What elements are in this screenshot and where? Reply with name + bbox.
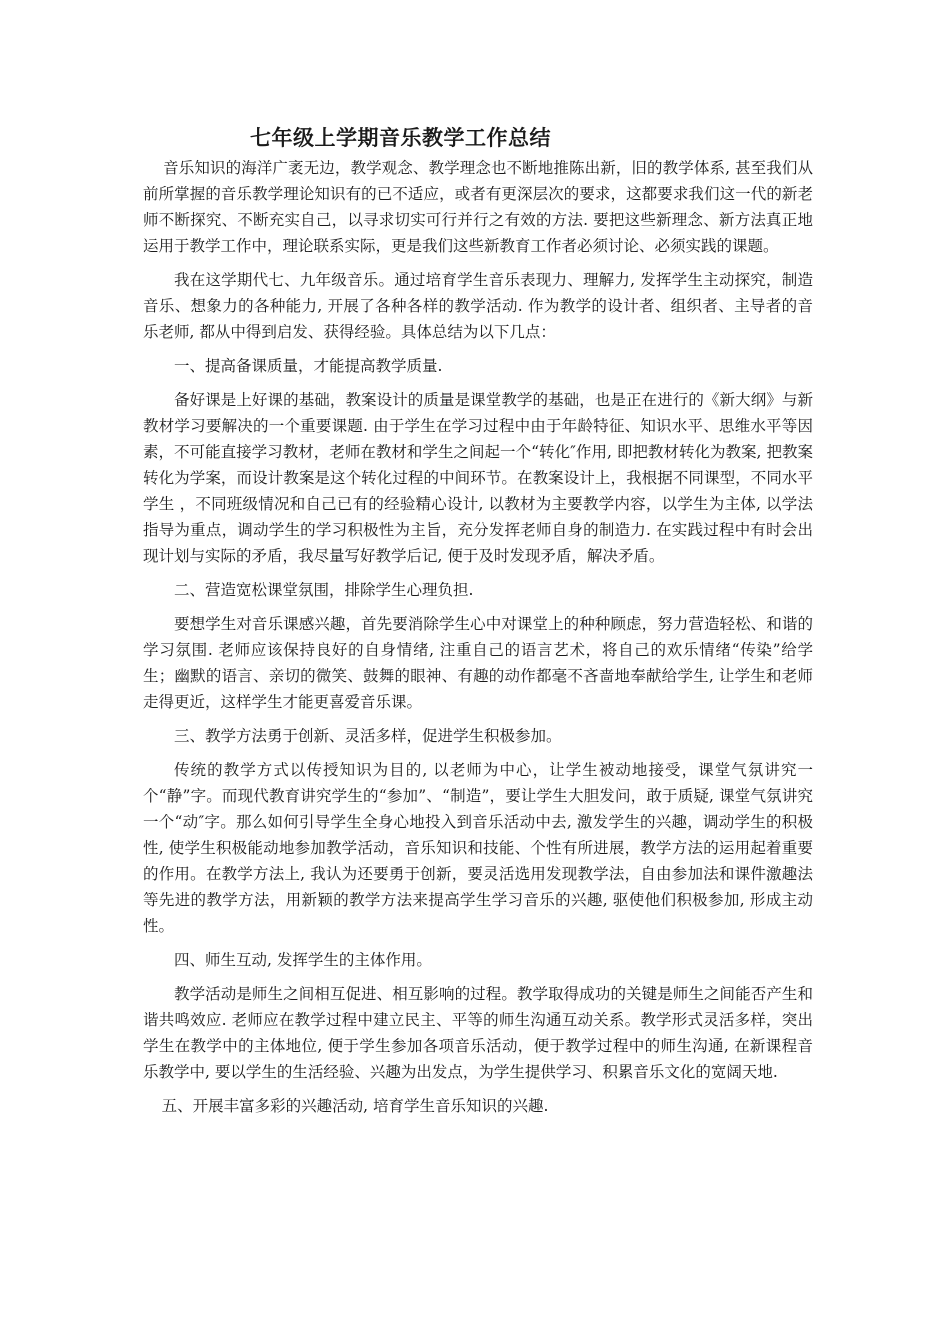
section-heading-2: 二、营造宽松课堂氛围，排除学生心理负担. (174, 581, 474, 599)
section-heading-3: 三、教学方法勇于创新、灵活多样，促进学生积极参加。 (174, 727, 562, 745)
overview-paragraph: 我在这学期代七、九年级音乐。通过培育学生音乐表现力、理解力, 发挥学生主动探究，制造音乐、想象力的各种能力, 开展了各种各样的教学活动. 作为教学的设计者、组织者、主导者的音乐老师, 都从中得到启发、获得经验。具体总结为以下几点： (143, 271, 813, 341)
section-heading-1: 一、提高备课质量，才能提高教学质量. (174, 357, 443, 375)
section-paragraph-2: 要想学生对音乐课感兴趣，首先要消除学生心中对课堂上的种种顾虑，努力营造轻松、和谐的学习氛围. 老师应该保持良好的自身情绪, 注重自己的语言艺术，将自己的欢乐情绪“传染”给学生；幽默的语言、亲切的微笑、鼓舞的眼神、有趣的动作都毫不吝啬地奉献给学生, 让学生和老师走得更近，这样学生才能更喜爱音乐课。 (143, 615, 813, 711)
section-paragraph-1: 备好课是上好课的基础，教案设计的质量是课堂教学的基础，也是正在进行的《新大纲》与新教材学习要解决的一个重要课题. 由于学生在学习过程中由于年龄特征、知识水平、思维水平等因素，不可能直接学习教材，老师在教材和学生之间起一个“转化″作用, 即把教材转化为教案, 把教案转化为学案，而设计教案是这个转化过程的中间环节。在教案设计上，我根据不同课型，不同水平学生 ，不同班级情况和自己已有的经验精心设计, 以教材为主要教学内容，以学生为主体, 以学法指导为重点，调动学生的学习积极性为主旨，充分发挥老师自身的制造力. 在实践过程中有时会出现计划与实际的矛盾，我尽量写好教学后记, 便于及时发现矛盾，解决矛盾。 (143, 391, 813, 565)
intro-paragraph: 音乐知识的海洋广袤无边，教学观念、教学理念也不断地推陈出新，旧的教学体系, 甚至我们从前所掌握的音乐教学理论知识有的已不适应，或者有更深层次的要求，这都要求我们这一代的新老师不断探究、不断充实自己，以寻求切实可行并行之有效的方法. 要把这些新理念、新方法真正地运用于教学工作中，理论联系实际，更是我们这些新教育工作者必须讨论、必须实践的课题。 (143, 159, 813, 255)
section-heading-4: 四、师生互动, 发挥学生的主体作用。 (174, 951, 432, 969)
section-paragraph-3: 传统的教学方式以传授知识为目的, 以老师为中心，让学生被动地接受，课堂气氛讲究一个“静”字。而现代教育讲究学生的“参加”、“制造”，要让学生大胆发问，敢于质疑, 课堂气氛讲究一个“动″字。那么如何引导学生全身心地投入到音乐活动中去, 激发学生的兴趣，调动学生的积极性, 使学生积极能动地参加教学活动，音乐知识和技能、个性有所进展，教学方法的运用起着重要的作用。在教学方法上, 我认为还要勇于创新，要灵活选用发现教学法，自由参加法和课件激趣法等先进的教学方法，用新颖的教学方法来提高学生学习音乐的兴趣, 驱使他们积极参加, 形成主动性。 (143, 761, 813, 935)
document-title: 七年级上学期音乐教学工作总结 (250, 126, 551, 150)
section-paragraph-4: 教学活动是师生之间相互促进、相互影响的过程。教学取得成功的关键是师生之间能否产生和谐共鸣效应. 老师应在教学过程中建立民主、平等的师生沟通互动关系。教学形式灵活多样，突出学生在教学中的主体地位, 便于学生参加各项音乐活动，便于教学过程中的师生沟通, 在新课程音乐教学中, 要以学生的生活经验、兴趣为出发点，为学生提供学习、积累音乐文化的宽阔天地. (143, 985, 813, 1081)
section-heading-5: 五、开展丰富多彩的兴趣活动, 培育学生音乐知识的兴趣. (161, 1097, 549, 1115)
document-body (143, 155, 813, 1127)
